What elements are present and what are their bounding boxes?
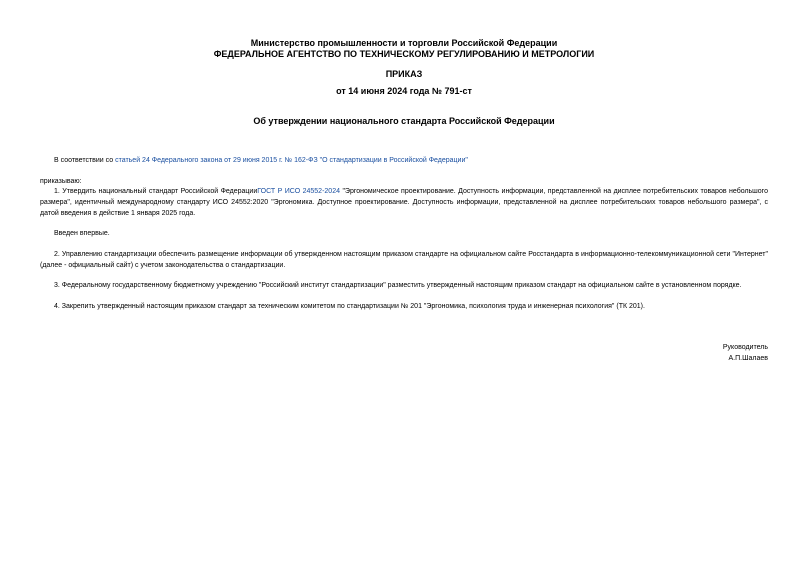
signatory-title: Руководитель	[722, 344, 768, 351]
document-page	[40, 0, 768, 571]
item-1-suffix: "Эргономическое проектирование. Доступность информации, представленной на дисплее потребительских товаров небольшого размера", идентичный международному стандарту ИСО 24552:2020 "Эргономика. Доступное проектирование. Доступность информации, представленной на дисплее потребительских товаров небольшого размера", с датой введения в действие 1 января 2025 года.	[40, 188, 768, 217]
order-word: приказываю:	[40, 178, 82, 185]
law-link[interactable]: статьей 24 Федерального закона от 29 июня 2015 г. № 162-ФЗ "О стандартизации в Российской Федерации"	[115, 157, 468, 164]
introduced-note: Введен впервые.	[54, 230, 110, 237]
item-3: 3. Федеральному государственному бюджетному учреждению "Российский институт стандартизации" разместить утвержденный настоящим приказом стандарт на официальном сайте в установленном порядке.	[54, 282, 742, 289]
item-1-prefix: 1. Утвердить национальный стандарт Российской Федерации	[54, 188, 258, 195]
ministry-heading: Министерство промышленности и торговли Российской Федерации	[250, 38, 558, 48]
item-1	[40, 186, 768, 219]
document-type: ПРИКАЗ	[385, 69, 423, 79]
order-date-number: от 14 июня 2024 года № 791-ст	[336, 86, 472, 96]
signatory-name: А.П.Шалаев	[728, 355, 768, 362]
preamble-prefix: В соответствии со	[54, 157, 116, 164]
preamble	[40, 155, 768, 166]
item-2: 2. Управлению стандартизации обеспечить размещение информации об утвержденном настоящим приказом стандарте на официальном сайте Росстандарта в информационно-телекоммуникационной сети "Интернет" (далее - официальный сайт) с учетом законодательства о стандартизации.	[40, 251, 768, 269]
item-4: 4. Закрепить утвержденный настоящим приказом стандарт за техническим комитетом по стандартизации № 201 "Эргономика, психология труда и инженерная психология" (ТК 201).	[54, 303, 645, 310]
agency-heading: ФЕДЕРАЛЬНОЕ АГЕНТСТВО ПО ТЕХНИЧЕСКОМУ РЕГУЛИРОВАНИЮ И МЕТРОЛОГИИ	[213, 49, 595, 59]
standard-link[interactable]: ГОСТ Р ИСО 24552-2024	[257, 188, 340, 195]
order-subject: Об утверждении национального стандарта Российской Федерации	[253, 116, 555, 126]
